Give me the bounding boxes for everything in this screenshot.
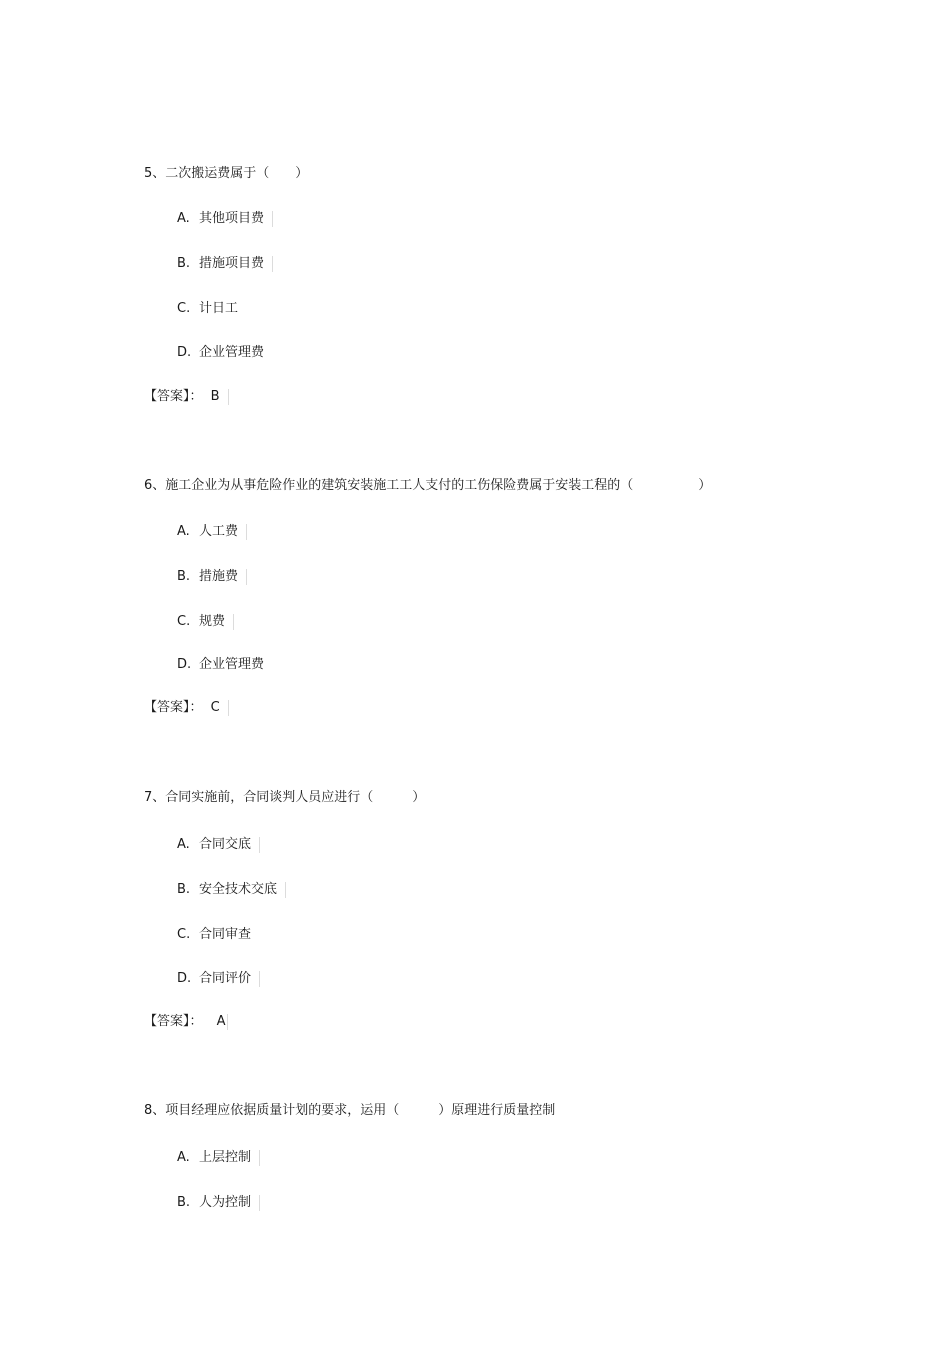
option-item: C. 合同审查 (177, 927, 252, 942)
answer-line: 【答案】： B (144, 389, 229, 405)
answer-line: 【答案】： A (144, 1014, 226, 1029)
text-cursor-mark (227, 1014, 228, 1030)
option-item: C. 规费 (177, 614, 234, 630)
text-cursor-mark (272, 256, 273, 272)
text-cursor-mark (228, 389, 229, 405)
option-item: D. 企业管理费 (177, 657, 265, 672)
option-item: B. 措施项目费 (177, 256, 273, 272)
text-cursor-mark (259, 837, 260, 853)
text-cursor-mark (233, 614, 234, 630)
option-item: D. 企业管理费 (177, 345, 265, 360)
option-item: A. 合同交底 (177, 837, 260, 853)
text-cursor-mark (246, 524, 247, 540)
answer-line: 【答案】： C (144, 700, 229, 716)
question-stem: 5、二次搬运费属于（ ） (144, 166, 309, 181)
answer-value: C (210, 700, 220, 715)
answer-value: B (210, 389, 220, 404)
text-cursor-mark (259, 971, 260, 987)
question-stem: 8、项目经理应依据质量计划的要求，运用（ ）原理进行质量控制 (144, 1103, 556, 1118)
text-cursor-mark (228, 700, 229, 716)
option-item: B. 安全技术交底 (177, 882, 286, 898)
option-item: A. 其他项目费 (177, 211, 273, 227)
option-item: B. 措施费 (177, 569, 247, 585)
option-item: C. 计日工 (177, 301, 239, 316)
option-item: B. 人为控制 (177, 1195, 260, 1211)
question-stem: 6、施工企业为从事危险作业的建筑安装施工工人支付的工伤保险费属于安装工程的（ ） (144, 478, 712, 493)
text-cursor-mark (285, 882, 286, 898)
text-cursor-mark (259, 1150, 260, 1166)
question-stem: 7、合同实施前，合同谈判人员应进行（ ） (144, 790, 426, 805)
text-cursor-mark (259, 1195, 260, 1211)
text-cursor-mark (272, 211, 273, 227)
option-item: D. 合同评价 (177, 971, 260, 987)
option-item: A. 上层控制 (177, 1150, 260, 1166)
text-cursor-mark (246, 569, 247, 585)
answer-value: A (216, 1014, 226, 1029)
option-item: A. 人工费 (177, 524, 247, 540)
